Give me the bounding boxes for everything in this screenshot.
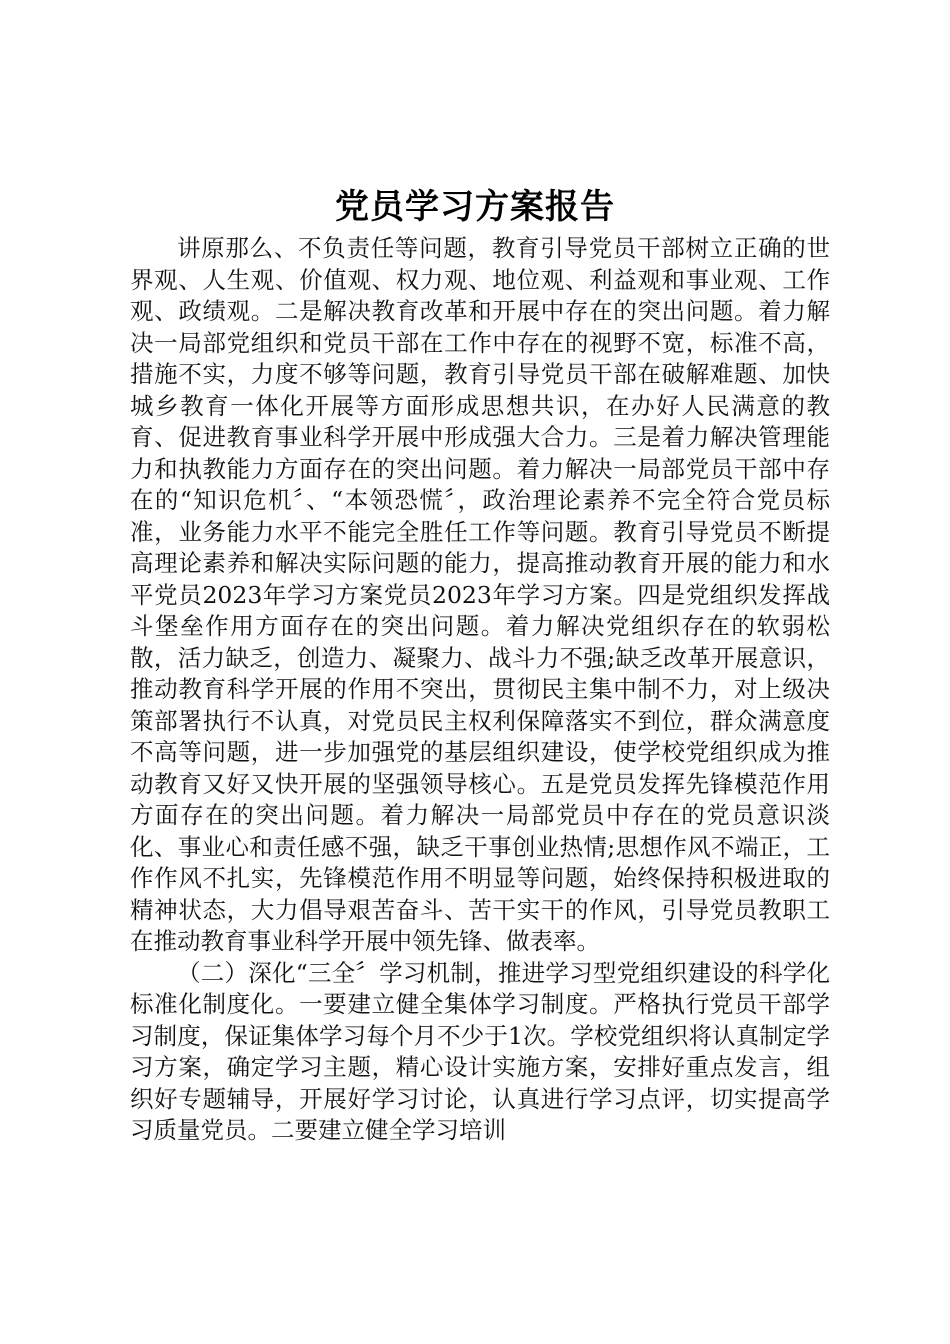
document-title: 党员学习方案报告 [335,187,615,227]
paragraph: （二）深化“三全〞学习机制，推进学习型党组织建设的科学化标准化制度化。一要建立健全集体学习制度。严格执行党员干部学习制度，保证集体学习每个月不少于1次。学校党组织将认真制定学习方案，确定学习主题，精心设计实施方案，安排好重点发言，组织好专题辅导，开展好学习讨论，认真进行学习点评，切实提高学习质量党员。二要建立健全学习培训 [130,958,830,1144]
document-body [130,233,830,1147]
paragraph: 讲原那么、不负责任等问题，教育引导党员干部树立正确的世界观、人生观、价值观、权力观、地位观、利益观和事业观、工作观、政绩观。二是解决教育改革和开展中存在的突出问题。着力解决一局部党组织和党员干部在工作中存在的视野不宽，标准不高，措施不实，力度不够等问题，教育引导党员干部在破解难题、加快城乡教育一体化开展等方面形成思想共识，在办好人民满意的教育、促进教育事业科学开展中形成强大合力。三是着力解决管理能力和执教能力方面存在的突出问题。着力解决一局部党员干部中存在的“知识危机〞、“本领恐慌〞，政治理论素养不完全符合党员标准，业务能力水平不能完全胜任工作等问题。教育引导党员不断提高理论素养和解决实际问题的能力，提高推动教育开展的能力和水平党员2023年学习方案党员2023年学习方案。四是党组织发挥战斗堡垒作用方面存在的突出问题。着力解决党组织存在的软弱松散，活力缺乏，创造力、凝聚力、战斗力不强;缺乏改革开展意识，推动教育科学开展的作用不突出，贯彻民主集中制不力，对上级决策部署执行不认真，对党员民主权利保障落实不到位，群众满意度不高等问题，进一步加强党的基层组织建设，使学校党组织成为推动教育又好又快开展的坚强领导核心。五是党员发挥先锋模范作用方面存在的突出问题。着力解决一局部党员中存在的党员意识淡化、事业心和责任感不强，缺乏干事创业热情;思想作风不端正，工作作风不扎实，先锋模范作用不明显等问题，始终保持积极进取的精神状态，大力倡导艰苦奋斗、苦干实干的作风，引导党员教职工在推动教育事业科学开展中领先锋、做表率。 [130,234,830,955]
